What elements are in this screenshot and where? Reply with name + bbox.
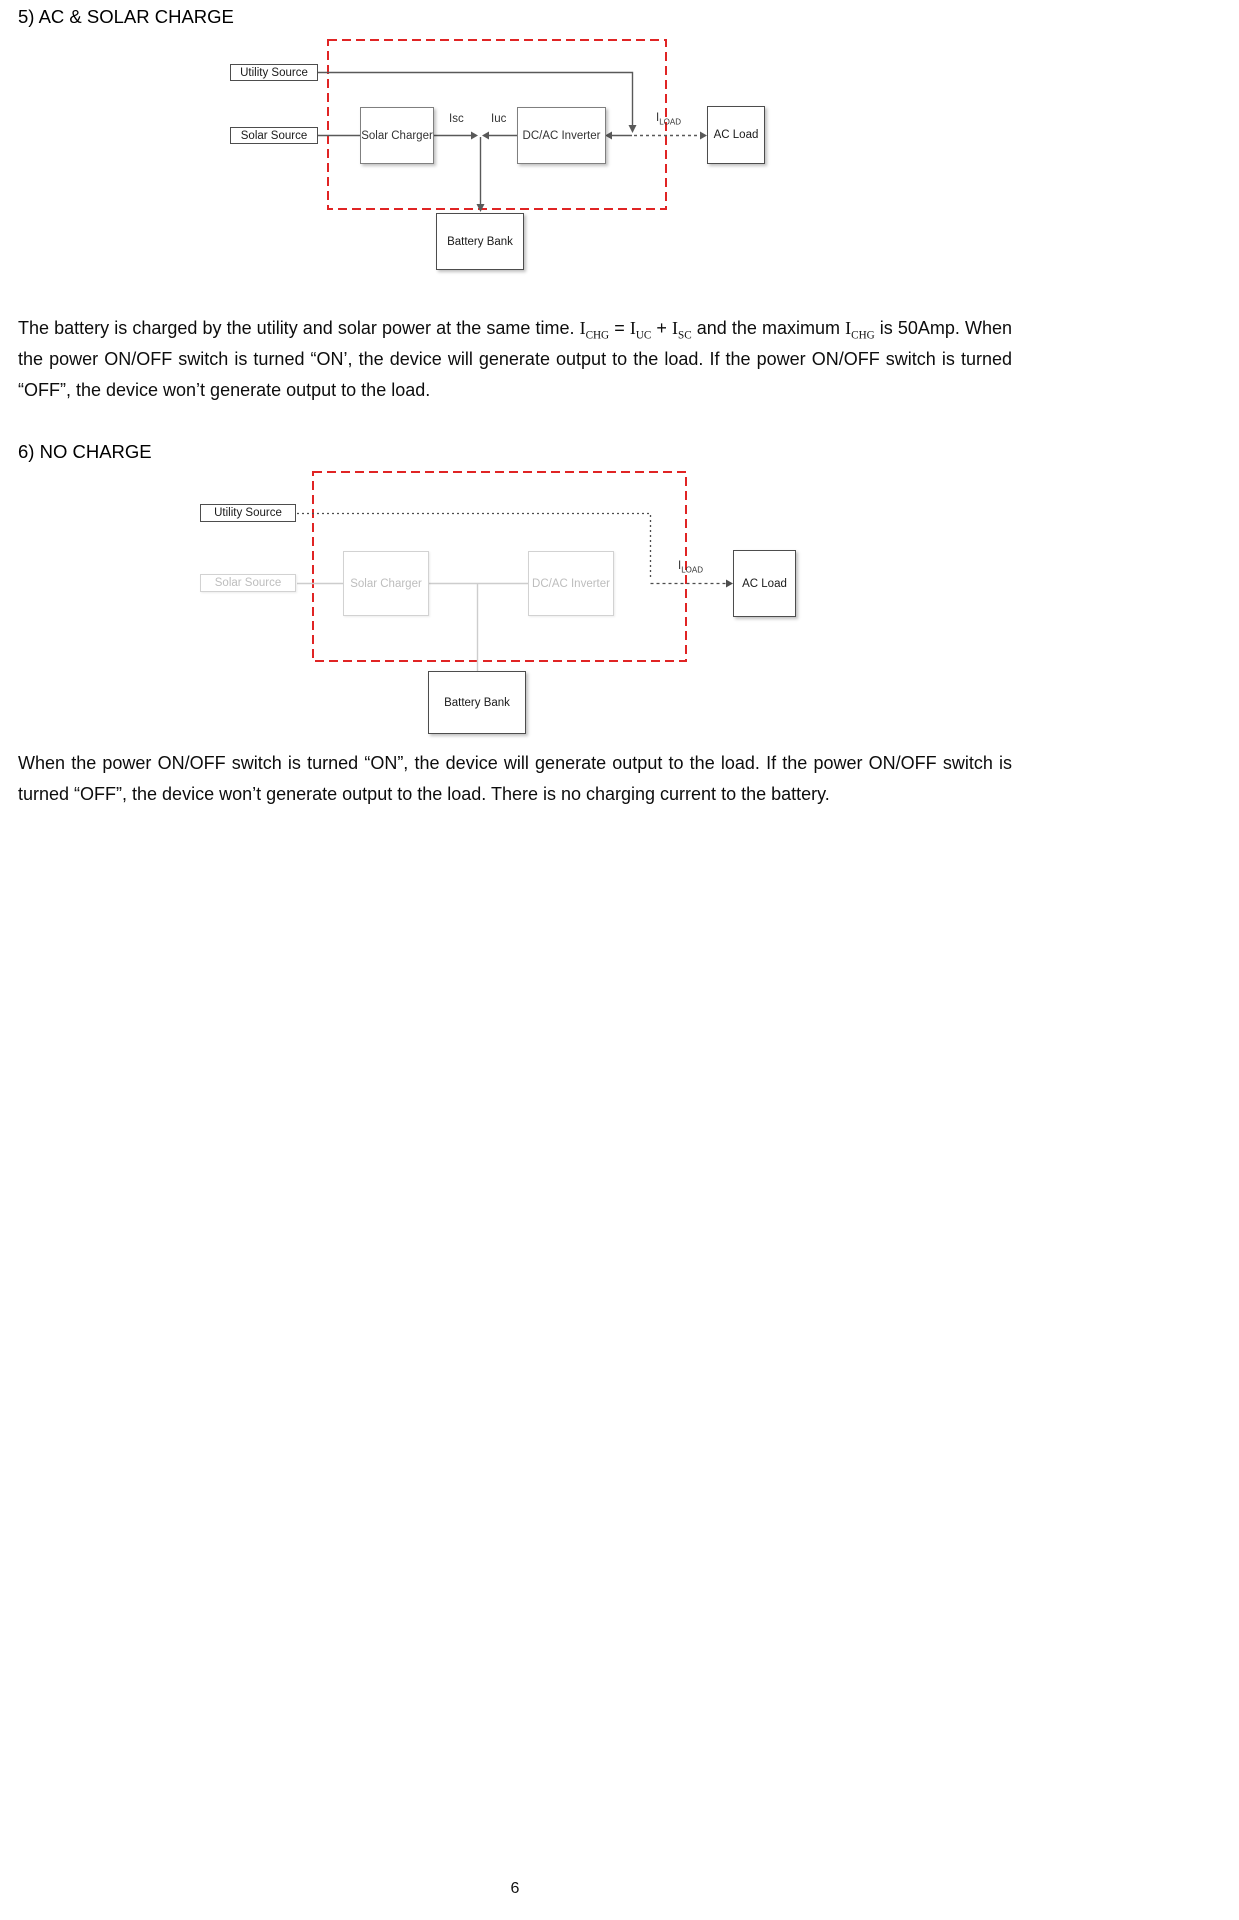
d1-solar-source-box: Solar Source xyxy=(230,127,318,144)
d2-battery-bank-box: Battery Bank xyxy=(428,671,526,734)
page-number: 6 xyxy=(510,1880,520,1897)
d2-ac-load-box: AC Load xyxy=(733,550,796,617)
section5-heading: 5) AC & SOLAR CHARGE xyxy=(18,6,234,27)
section6-paragraph: When the power ON/OFF switch is turned “ON”, the device will generate output to the load. If the power ON/OFF switch is turned “OFF”, the device won’t generate output to the load. There is no charging current to the battery. xyxy=(18,753,1012,804)
d1-utility-source-box: Utility Source xyxy=(230,64,318,81)
d1-battery-bank-box: Battery Bank xyxy=(436,213,524,270)
d2-iload-current-label: $I_{LOAD}$ xyxy=(678,560,703,575)
d1-ac-load-box: AC Load xyxy=(707,106,765,164)
section6-heading: 6) NO CHARGE xyxy=(18,441,152,462)
d1-iuc-current-label: Iuc xyxy=(491,113,507,125)
d1-iload-current-label: $I_{LOAD}$ xyxy=(656,112,681,127)
d2-solar-charger-box: Solar Charger xyxy=(343,551,429,616)
d1-solar-charger-box: Solar Charger xyxy=(360,107,434,164)
d1-dc-ac-inverter-box: DC/AC Inverter xyxy=(517,107,606,164)
d1-isc-current-label: Isc xyxy=(449,113,464,125)
d2-dc-ac-inverter-box: DC/AC Inverter xyxy=(528,551,614,616)
d2-solar-source-box: Solar Source xyxy=(200,574,296,592)
d2-utility-source-box: Utility Source xyxy=(200,504,296,522)
section5-paragraph: The battery is charged by the utility and solar power at the same time. $I_{CHG} = I_{UC} + I_{SC}$ and the maximum $I_{CHG}$ is 50Amp. When the power ON/OFF switch is turned “ON’, the device will generate output to the load. If the power ON/OFF switch is turned “OFF”, the device won’t generate output to the load. xyxy=(18,318,1013,400)
